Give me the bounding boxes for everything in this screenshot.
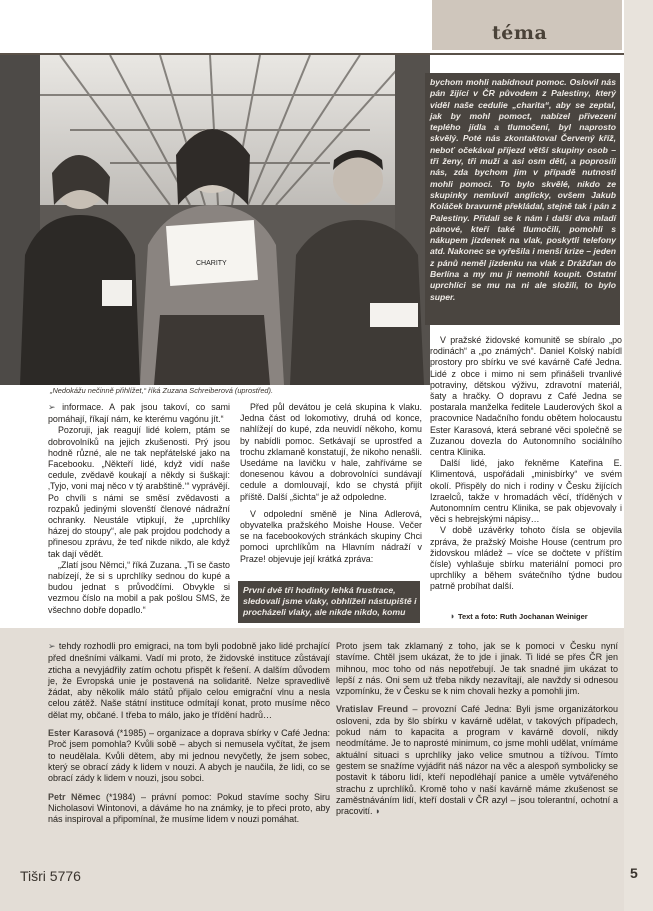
charity-sign-text: CHARITY: [196, 260, 227, 267]
page-edge-strip: [624, 0, 653, 911]
person-name: Ester Karasová: [48, 728, 114, 739]
paragraph: Další lidé, jako řekněme Kateřina E. Klimentová, uspořádali „minisbírky“ ve svém okolí. Přispěly do nich i rodiny v Česku žijících Izraelců, takže v hromadách věcí, tříděných v Autonomním centru Klinika, se pak objevovaly i věci s hebrejskými nápisy…: [430, 458, 622, 525]
paragraph: tehdy rozhodli pro emigraci, na tom byli podobně jako lidé prchající před dnešními válkami. Vadí mi proto, že židovské instituce zůstávají zticha a nevyjádřily zatím ochotu přispět k řešení. A dalším důvodem je, že Evropská unie je postavená na solidaritě. Nelze spravedlivě žádat, aby několik málo států přijalo celou emigrační vlnu a nesla celou zátěž. Naše státní instituce odmítají konat, proto musíme něco dělat my, občané. I třeba to málo, jako je třídění hadrů…: [48, 641, 330, 720]
paragraph: V době uzávěrky tohoto čísla se objevila zpráva, že pražský Moishe House (centrum pro židovskou mládež – více se dočtete v příštím čísle) vyhlašuje sbírku materiální pomoci pro uprchlíky a během svátečního týdne budou patrně probíhat další.: [430, 525, 622, 592]
quote-text: bychom mohli nabídnout pomoc. Oslovil nás pán žijící v ČR původem z Palestiny, který viděl naše cedulie „charita“, aby se zeptal, jak by mohl pomoct, nabízel přivezení teplého jídla a tlumočení, byl naprosto skvělý. Poté nás zkontaktoval Červený kříž, neboť očekával příjezd větší skupiny osob – tři ženy, tři muži a asi osm dětí, a poprosili nás, zda bychom jim v případě nutnosti mohli pomoci. To bylo skvělé, nikdo ze skupinky nemluvil anglicky, ovšem Jakub Koláček bravurně překládal, stejně tak i pán z Palestiny. Přidali se k nám i další dva mladí pánové, kteří také tlumočili, pomohli s nákupem jízdenek na vlak, poskytli telefony atd. Nakonec se vyřešila i menší krize – jeden z pánů neměl jízdenku na vlak z Drážďan do Berlína a my mu ji nemohli koupit. Ostatní uprchlíci se mu na ni ale složili, to bylo super.: [430, 77, 616, 302]
volunteers-photo: [0, 55, 430, 385]
photo-caption: „Nedokážu nečinně přihlížet,“ říká Zuzana Schreiberová (uprostřed).: [50, 386, 274, 395]
continue-arrow-icon: ➢: [48, 403, 63, 413]
section-label: téma: [492, 22, 548, 44]
photo-illustration: [0, 55, 430, 385]
page-number: 5: [630, 865, 638, 881]
paragraph: V pražské židovské komunitě se sbíralo „po rodinách“ a „po známých“. Daniel Kolský nabídl prostory pro sbírku ve své kavárně Café Jedna. Lidé z obce i mimo ni sem přinášeli trvanlivé potraviny, dětskou výživu, zdravotní materiál, šaty a hračky. O dopravu z Café Jedna se postarala manželka ředitele Lauderových škol a pracovnice Nadačního fondu obětem holocaustu Ester Karasová, která sebrané věci společně se Zuzanou dovezla do Autonomního sociálního centra Klinika.: [430, 335, 622, 458]
top-whitespace: [0, 0, 430, 54]
paragraph: „Zlatí jsou Němci,“ říká Zuzana. „Ti se často nabízejí, že si s uprchlíky sednou do kupé a budou jednat s průvodčími. Obvykle si vezmou číslo na mobil a pak pošlou SMS, že všechno dobře dopadlo.“: [48, 559, 230, 615]
paragraph: Pozoruji, jak reagují lidé kolem, ptám se dobrovolníků na jejich zkušenosti. Prý jsou hodně různé, ale ne tak nepřátelské jako na Facebooku. „Někteří lidé, když vidí naše cedule, zvědavě koukají a někdy si šuškají: ‚Tyjo, voni maj něco v tý arabštině.‘“ vyprávějí. Po chvíli s námi se směsí zvědavosti a rozpaků jedinými slovenští členové nádražní ochranky. Neustále vtipkují, že „uprchlíky házej do stoupy“, ale pak projdou podchody a přinesou zprávu, že teď nikde nikdo, ale když tak dají vědět.: [48, 425, 230, 559]
testimonials-column-2: [336, 641, 618, 817]
paragraph: Před půl devátou je celá skupina k vlaku. Jedna část od lokomotivy, druhá od konce, nahlížejí do kupé, zda neuvidí někoho, komu by nabídli pomoc. Setkávají se uprostřed a trochu zklamaně konstatují, že nikoho nenašli. Usedáme na lavičku v hale, zahříváme se donesenou kávou a dobrovolníci sundávají cedule a domlouvají, kdo se chystá přijít příště. Další „šichta“ je až odpoledne.: [240, 402, 422, 502]
photo-credit: [450, 611, 620, 621]
issue-label: Tišri 5776: [20, 868, 81, 884]
paragraph: (*1984) – právní pomoc: Pokud stavíme sochy Siru Nicholasovi Wintonovi, a dáváme ho na známky, je to přeci proto, aby nás inspiroval a připomínal, že musíme lidem v nouzi pomáhat.: [48, 791, 330, 825]
article-column-2: [240, 402, 422, 565]
person-name: Petr Němec: [48, 791, 101, 802]
callout-text: První dvě tři hodinky lehká frustrace, sledovali jsme vlaky, obhlíželi nástupiště i procházeli vlaky, ale nikde nikdo, komu: [243, 585, 417, 617]
continue-arrow-icon: ➢: [48, 642, 59, 652]
paragraph: V odpolední směně je Nina Adlerová, obyvatelka pražského Moishe House. Večer se na facebookových stránkách skupiny Chci pomoci uprchlíkům na Hlavním nádraží v Praze! objevuje její krátká zpráva:: [240, 508, 422, 564]
paragraph: Proto jsem tak zklamaný z toho, jak se k pomoci v Česku nyní stavíme. Chtěl jsem ukázat, že to jde i jinak. Ti lidé se přes ČR jen mihnou, moc toho od nás nepotřebují. Je tak snadné jim ukázat to lepší z nás. Oni sem už třeba nikdy nezavítají, ale navždy si odnesou vzpomínku, že v Česku se k nim chovali hezky a pomohli jim.: [336, 641, 618, 697]
testimonials-column-1: [48, 641, 330, 825]
paragraph: – provozní Café Jedna: Byli jsme organizátorkou osloveni, zda by šlo sbírku v kavárně udělat, v takových případech, pokud nám to kapacita a program v kavárně dovolí, nikdy neodmítáme. Je to naprosté minimum, co jsme mohli udělat, vnímáme aktuální situaci s uprchlíky jako velice smutnou a tížívou. Tímto gestem se snažíme vyjádřit náš názor na věc a alespoň symbolicky se postavit k táboru lidí, kteří nepodléhají panice a uměle vytvářeného strachu z uprchlíků. Kromě toho v naší kavárně máme zkušenost se zaměstnáváním lidí, kteří dostali v ČR azyl – jsou tolerantní, ochotní a pracovití.: [336, 704, 618, 817]
person-name: Vratislav Freund: [336, 704, 409, 715]
credit-text: Text a foto: Ruth Jochanan Weiniger: [457, 612, 588, 621]
article-column-1: [48, 402, 230, 616]
end-mark-icon: ◗: [450, 611, 458, 621]
paragraph: (*1985) – organizace a doprava sbírky v Café Jedna: Proč jsem pomohla? Kvůli sobě – abych si nemusela vyčítat, že jsem to neudělala. Kvůli dětem, aby mi jednou nevyčetly, že jsem sobec, který se obrací zády k lidem v nouzi. A abych je naučila, že lidi, co se obrací zády k lidem v nouzi, jsou sobci.: [48, 728, 330, 784]
end-mark-icon: ◗: [375, 806, 381, 817]
paragraph: informace. A pak jsou takoví, co sami pomáhají, říkají nám, ke kterému vagónu jít.“: [48, 402, 230, 425]
article-column-3: [430, 335, 622, 593]
